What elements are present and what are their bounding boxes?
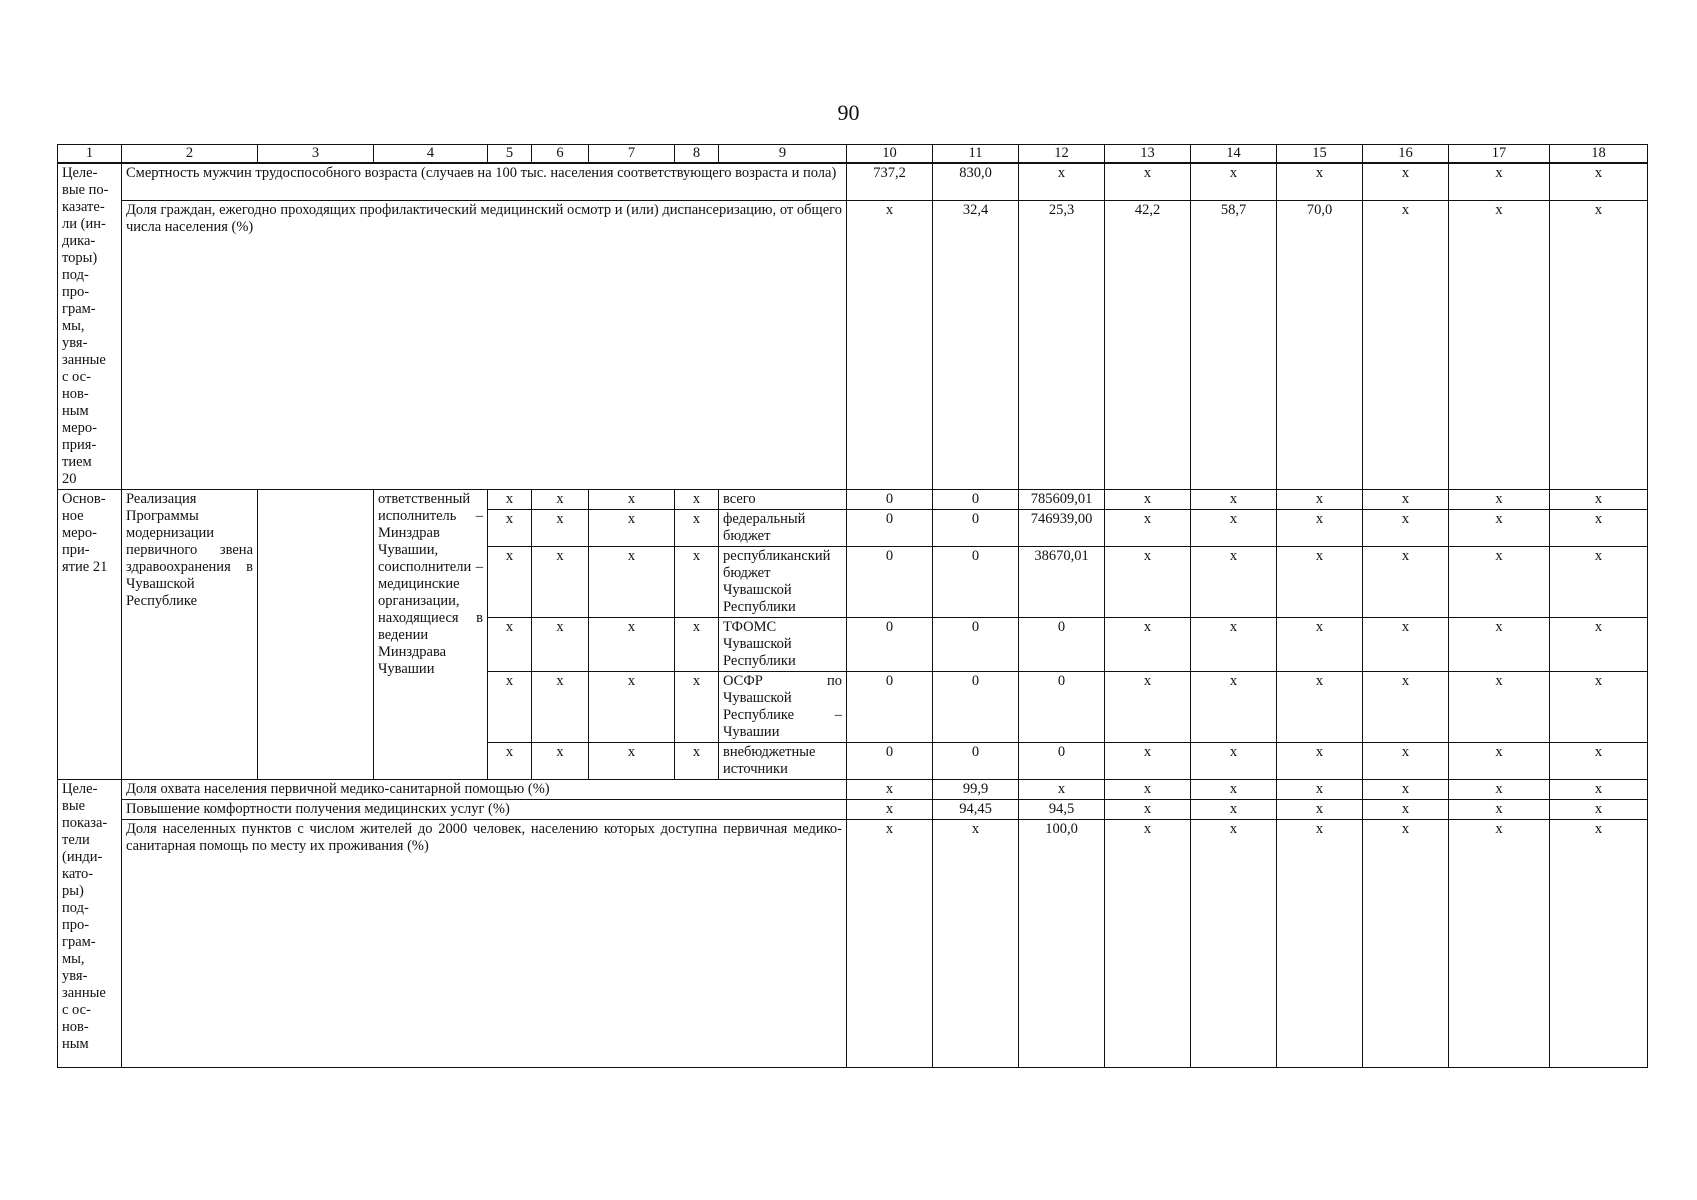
indicator-value: x (1363, 200, 1449, 489)
indicator-value: x (1550, 820, 1648, 1068)
funding-value: x (1363, 547, 1449, 618)
code-mark: x (675, 547, 719, 618)
indicator-value: x (1277, 820, 1363, 1068)
funding-value: x (1191, 547, 1277, 618)
column-header: 17 (1449, 145, 1550, 164)
indicator-value: 42,2 (1105, 200, 1191, 489)
column-header: 9 (719, 145, 847, 164)
indicator-value: x (1277, 163, 1363, 200)
indicator-value: x (1550, 163, 1648, 200)
funding-value: x (1550, 510, 1648, 547)
code-mark: x (532, 510, 589, 547)
funding-value: x (1363, 510, 1449, 547)
column-header: 5 (488, 145, 532, 164)
column-header: 12 (1019, 145, 1105, 164)
column-header: 18 (1550, 145, 1648, 164)
funding-value: 0 (847, 490, 933, 510)
indicator-row (58, 800, 1648, 820)
funding-value: 0 (847, 743, 933, 780)
funding-value: 746939,00 (1019, 510, 1105, 547)
indicator-value: x (1363, 820, 1449, 1068)
column-header: 1 (58, 145, 122, 164)
funding-source: ТФОМС Чувашской Республики (719, 618, 847, 672)
funding-value: x (1105, 618, 1191, 672)
funding-value: x (1363, 672, 1449, 743)
code-mark: x (532, 743, 589, 780)
indicator-value: x (1277, 800, 1363, 820)
indicator-row (58, 163, 1648, 200)
funding-value: 38670,01 (1019, 547, 1105, 618)
funding-value: x (1550, 618, 1648, 672)
funding-value: x (1191, 743, 1277, 780)
funding-value: x (1550, 672, 1648, 743)
funding-value: x (1105, 547, 1191, 618)
column-header: 7 (589, 145, 675, 164)
funding-value: x (1105, 510, 1191, 547)
page-number: 90 (837, 100, 860, 125)
header-row (58, 145, 1648, 164)
funding-row (58, 490, 1648, 510)
code-mark: x (675, 510, 719, 547)
indicator-value: x (1449, 780, 1550, 800)
funding-value: x (1105, 743, 1191, 780)
code-mark: x (675, 618, 719, 672)
funding-value: 0 (1019, 672, 1105, 743)
indicator-value: 94,45 (933, 800, 1019, 820)
code-mark: x (675, 743, 719, 780)
indicator-name: Доля населенных пунктов с числом жителей до 2000 человек, населению которых доступна первичная медико-санитарная помощь по месту их проживания (%) (122, 820, 847, 1068)
indicator-value: x (1019, 163, 1105, 200)
funding-value: 0 (933, 743, 1019, 780)
funding-value: 0 (933, 510, 1019, 547)
indicator-value: 70,0 (1277, 200, 1363, 489)
column-header: 2 (122, 145, 258, 164)
indicator-value: 32,4 (933, 200, 1019, 489)
code-mark: x (589, 547, 675, 618)
column-header: 16 (1363, 145, 1449, 164)
funding-value: 0 (933, 490, 1019, 510)
funding-source: ОСФР по Чувашской Республике – Чувашии (719, 672, 847, 743)
code-mark: x (589, 743, 675, 780)
funding-value: 0 (847, 547, 933, 618)
indicator-value: x (1363, 800, 1449, 820)
code-mark: x (532, 547, 589, 618)
funding-value: 0 (847, 618, 933, 672)
funding-source: федеральный бюджет (719, 510, 847, 547)
indicator-name: Смертность мужчин трудоспособного возраста (случаев на 100 тыс. населения соответствующего возраста и пола) (122, 163, 847, 200)
event-label: Основ- ное меро- при- ятие 21 (58, 490, 122, 780)
indicator-value: x (1105, 780, 1191, 800)
indicator-value: x (1019, 780, 1105, 800)
funding-value: x (1191, 618, 1277, 672)
funding-value: 0 (1019, 743, 1105, 780)
funding-value: 0 (1019, 618, 1105, 672)
funding-value: x (1277, 510, 1363, 547)
funding-value: 0 (847, 510, 933, 547)
code-mark: x (488, 672, 532, 743)
funding-value: 0 (847, 672, 933, 743)
code-mark: x (488, 510, 532, 547)
indicator-value: 58,7 (1191, 200, 1277, 489)
indicator-value: x (1550, 800, 1648, 820)
column-header: 11 (933, 145, 1019, 164)
funding-value: x (1449, 547, 1550, 618)
funding-value: x (1277, 743, 1363, 780)
indicator-value: 25,3 (1019, 200, 1105, 489)
funding-value: x (1449, 743, 1550, 780)
code-mark: x (532, 490, 589, 510)
funding-value: 0 (933, 547, 1019, 618)
column-header: 8 (675, 145, 719, 164)
column-header: 3 (258, 145, 374, 164)
funding-value: x (1449, 510, 1550, 547)
code-mark: x (589, 618, 675, 672)
indicator-name: Повышение комфортности получения медицинских услуг (%) (122, 800, 847, 820)
column-header: 6 (532, 145, 589, 164)
funding-value: x (1363, 490, 1449, 510)
indicator-row (58, 820, 1648, 1068)
indicator-value: x (1105, 800, 1191, 820)
indicator-name: Доля граждан, ежегодно проходящих профилактический медицинский осмотр и (или) диспансеризацию, от общего числа населения (%) (122, 200, 847, 489)
indicator-row (58, 780, 1648, 800)
indicator-value: x (1550, 200, 1648, 489)
code-mark: x (675, 490, 719, 510)
column-header: 10 (847, 145, 933, 164)
code-mark: x (589, 490, 675, 510)
funding-value: x (1363, 618, 1449, 672)
indicator-value: x (847, 820, 933, 1068)
event-executor: ответственный исполнитель – Минздрав Чувашии, соисполнители – медицинские организации, находящиеся в ведении Минздрава Чувашии (374, 490, 488, 780)
funding-value: x (1449, 490, 1550, 510)
column-header: 13 (1105, 145, 1191, 164)
indicator-name: Доля охвата населения первичной медико-санитарной помощью (%) (122, 780, 847, 800)
indicator-value: x (1449, 163, 1550, 200)
code-mark: x (488, 490, 532, 510)
event-name: Реализация Программы модернизации первичного звена здравоохранения в Чувашской Республике (122, 490, 258, 780)
funding-value: x (1550, 743, 1648, 780)
code-mark: x (675, 672, 719, 743)
code-mark: x (589, 510, 675, 547)
indicator-value: x (1550, 780, 1648, 800)
funding-source: внебюджетные источники (719, 743, 847, 780)
funding-value: x (1449, 618, 1550, 672)
indicator-value: x (1449, 800, 1550, 820)
indicator-value: 99,9 (933, 780, 1019, 800)
column-header: 15 (1277, 145, 1363, 164)
funding-value: x (1363, 743, 1449, 780)
indicator-value: x (1191, 780, 1277, 800)
indicator-value: x (933, 820, 1019, 1068)
indicator-value: 737,2 (847, 163, 933, 200)
code-mark: x (532, 618, 589, 672)
indicator-value: x (1191, 800, 1277, 820)
column-header: 4 (374, 145, 488, 164)
funding-value: x (1191, 672, 1277, 743)
section-label: Целе- вые по- казате- ли (ин- дика- торы) под- про- грам- мы, увя- занные с ос- нов- ным меро- прия- тием 20 (58, 163, 122, 490)
section-label: Целе- вые показа- тели (инди- като- ры) под- про- грам- мы, увя- занные с ос- нов- ным (58, 780, 122, 1068)
funding-value: x (1550, 547, 1648, 618)
indicator-value: x (1363, 780, 1449, 800)
funding-value: 0 (933, 672, 1019, 743)
funding-value: x (1277, 672, 1363, 743)
funding-value: x (1277, 490, 1363, 510)
funding-value: x (1449, 672, 1550, 743)
column-header: 14 (1191, 145, 1277, 164)
program-table (57, 144, 1648, 1068)
indicator-value: x (1191, 163, 1277, 200)
funding-value: x (1191, 510, 1277, 547)
indicator-value: x (1277, 780, 1363, 800)
indicator-value: x (1105, 820, 1191, 1068)
funding-source: республиканский бюджет Чувашской Республики (719, 547, 847, 618)
event-col3 (258, 490, 374, 780)
code-mark: x (488, 743, 532, 780)
code-mark: x (589, 672, 675, 743)
indicator-value: 830,0 (933, 163, 1019, 200)
funding-value: x (1105, 490, 1191, 510)
indicator-value: x (1449, 820, 1550, 1068)
indicator-row (58, 200, 1648, 489)
funding-value: 0 (933, 618, 1019, 672)
indicator-value: x (847, 780, 933, 800)
funding-source: всего (719, 490, 847, 510)
funding-value: x (1277, 618, 1363, 672)
indicator-value: x (1105, 163, 1191, 200)
indicator-value: x (1449, 200, 1550, 489)
indicator-value: 94,5 (1019, 800, 1105, 820)
indicator-value: x (1191, 820, 1277, 1068)
indicator-value: 100,0 (1019, 820, 1105, 1068)
code-mark: x (532, 672, 589, 743)
code-mark: x (488, 618, 532, 672)
funding-value: x (1191, 490, 1277, 510)
indicator-value: x (1363, 163, 1449, 200)
funding-value: x (1277, 547, 1363, 618)
funding-value: x (1105, 672, 1191, 743)
indicator-value: x (847, 200, 933, 489)
code-mark: x (488, 547, 532, 618)
indicator-value: x (847, 800, 933, 820)
funding-value: 785609,01 (1019, 490, 1105, 510)
funding-value: x (1550, 490, 1648, 510)
